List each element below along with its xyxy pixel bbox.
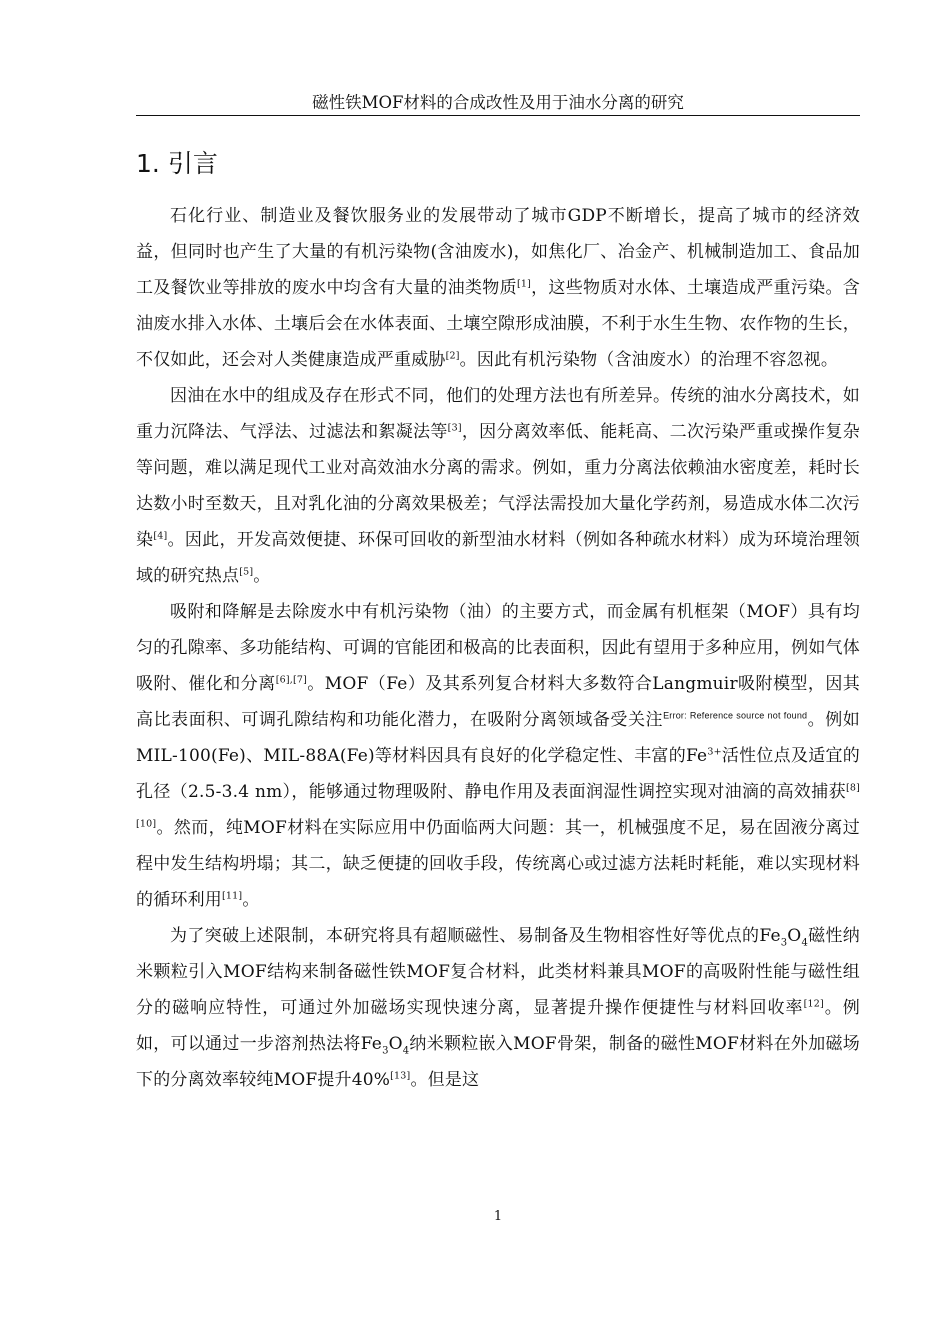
paragraph-3 [136,594,860,918]
paragraph-4 [136,918,860,1098]
ion-charge: 3+ [707,746,722,758]
section-heading [136,148,218,180]
citation: [13] [390,1070,411,1082]
text-run: 磁性纳米颗粒引入MOF结构来制备磁性铁MOF复合材料，此类材料兼具MOF的高吸附性能与磁性组分的磁响应特性，可通过外加磁场实现快速分离，显著提升操作便捷性与材料回收率 [136,926,861,1018]
text-run: 吸附和降解是去除废水中有机污染物（油）的主要方式，而金属有机框架（MOF）具有均匀的孔隙率、多功能结构、可调的官能团和极高的比表面积，因此有望用于多种应用，例如气体吸附、催化和分离 [136,602,860,694]
text-run: 为了突破上述限制，本研究将具有超顺磁性、易制备及生物相容性好等优点的Fe [170,926,781,946]
text-run: 纳米颗粒嵌入MOF骨架，制备的磁性MOF材料在外加磁场下的分离效率较纯MOF提升40% [136,1034,860,1090]
subscript: 4 [801,937,808,949]
citation: [3] [447,422,462,434]
text-run: 。 [253,566,271,586]
text-run: ，因分离效率低、能耗高、二次污染严重或操作复杂等问题，难以满足现代工业对高效油水分离的需求。例如，重力分离法依赖油水密度差，耗时长达数小时至数天，且对乳化油的分离效果极差；气浮法需投加大量化学药剂，易造成水体二次污染 [136,422,860,550]
citation: [12] [803,998,824,1010]
running-header: 磁性铁MOF材料的合成改性及用于油水分离的研究 [312,93,684,112]
body-text [136,198,860,1098]
citation: [6],[7] [275,674,308,686]
subscript: 3 [780,937,788,949]
text-run: 。然而，纯MOF材料在实际应用中仍面临两大问题：其一，机械强度不足，易在固液分离过程中发生结构坍塌；其二，缺乏便捷的回收手段，传统离心或过滤方法耗时耗能，难以实现材料的循环利用 [136,818,860,910]
section-number: 1. [136,149,160,178]
text-run: 。例如MIL-100(Fe)、MIL-88A(Fe)等材料因具有良好的化学稳定性、丰富的Fe [136,710,860,766]
citation: [2] [445,350,460,362]
citation: [1] [516,278,531,290]
text-run: O [388,1034,403,1054]
text-run: 石化行业、制造业及餐饮服务业的发展带动了城市GDP不断增长，提高了城市的经济效益，但同时也产生了大量的有机污染物(含油废水)，如焦化厂、冶金产、机械制造加工、食品加工及餐饮业等排放的废水中均含有大量的油类物质 [136,206,860,298]
text-run: ，这些物质对水体、土壤造成严重污染。含油废水排入水体、土壤后会在水体表面、土壤空隙形成油膜，不利于水生生物、农作物的生长，不仅如此，还会对人类健康造成严重威胁 [136,278,860,370]
reference-error-field: Error: Reference source not found [663,710,808,721]
section-title: 引言 [167,149,218,178]
citation: [11] [222,890,243,902]
citation: [5] [239,566,254,578]
text-run: 。MOF（Fe）及其系列复合材料大多数符合Langmuir吸附模型，因其高比表面积、可调孔隙结构和功能化潜力，在吸附分离领域备受关注 [136,674,860,730]
paragraph-2 [136,378,860,594]
text-run: 活性位点及适宜的孔径（2.5-3.4 nm），能够通过物理吸附、静电作用及表面润湿性调控实现对油滴的高效捕获 [136,746,860,802]
page-number: 1 [493,1209,503,1224]
text-run: O [787,926,802,946]
text-run: 。因此有机污染物（含油废水）的治理不容忽视。 [459,350,839,370]
citation: [4] [153,530,168,542]
subscript: 3 [382,1045,389,1057]
text-run: 。因此，开发高效便捷、环保可回收的新型油水材料（例如各种疏水材料）成为环境治理领域的研究热点 [136,530,861,586]
text-run: 因油在水中的组成及存在形式不同，他们的处理方法也有所差异。传统的油水分离技术，如重力沉降法、气浮法、过滤法和絮凝法等 [136,386,860,442]
citation: [8][10] [136,782,860,830]
text-run: 。 [242,890,260,910]
paragraph-1 [136,198,860,378]
subscript: 4 [402,1045,410,1057]
text-run: 。但是这 [410,1070,480,1090]
text-run: 。例如，可以通过一步溶剂热法将Fe [136,998,860,1054]
header-rule [136,115,860,116]
